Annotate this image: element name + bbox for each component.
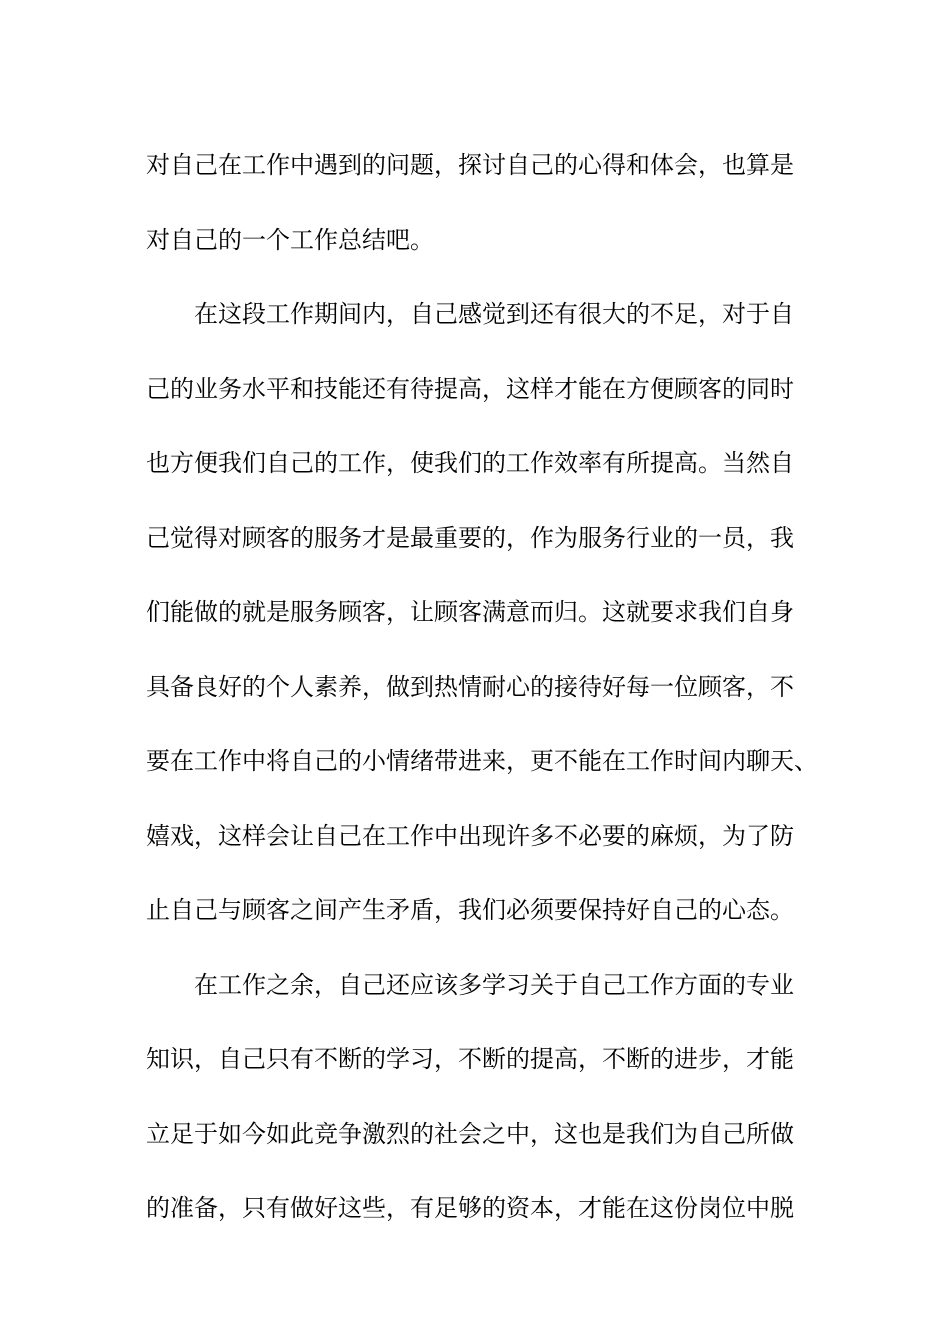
text-line: 们能做的就是服务顾客，让顾客满意而归。这就要求我们自身 — [146, 598, 794, 626]
text-line: 嬉戏，这样会让自己在工作中出现许多不必要的麻烦，为了防 — [146, 821, 794, 850]
text-line: 立足于如今如此竞争激烈的社会之中，这也是我们为自己所做 — [146, 1119, 794, 1148]
body-text — [146, 128, 818, 1246]
text-line: 对自己在工作中遇到的问题，探讨自己的心得和体会，也算是 — [146, 151, 794, 179]
paragraph-start-line: 在工作之余，自己还应该多学习关于自己工作方面的专业 — [194, 970, 794, 999]
text-line: 己觉得对顾客的服务才是最重要的，作为服务行业的一员，我 — [146, 523, 794, 552]
text-line: 要在工作中将自己的小情绪带进来，更不能在工作时间内聊天、 — [146, 747, 818, 775]
text-line: 的准备，只有做好这些，有足够的资本，才能在这份岗位中脱 — [146, 1194, 794, 1222]
text-line: 己的业务水平和技能还有待提高，这样才能在方便顾客的同时 — [146, 374, 794, 403]
text-line: 知识，自己只有不断的学习，不断的提高，不断的进步，才能 — [146, 1045, 794, 1073]
text-line: 止自己与顾客之间产生矛盾，我们必须要保持好自己的心态。 — [146, 896, 794, 924]
paragraph-start-line: 在这段工作期间内，自己感觉到还有很大的不足，对于自 — [194, 300, 794, 328]
text-line: 也方便我们自己的工作，使我们的工作效率有所提高。当然自 — [146, 449, 794, 477]
text-line: 具备良好的个人素养，做到热情耐心的接待好每一位顾客，不 — [146, 672, 794, 701]
text-line: 对自己的一个工作总结吧。 — [146, 225, 434, 254]
